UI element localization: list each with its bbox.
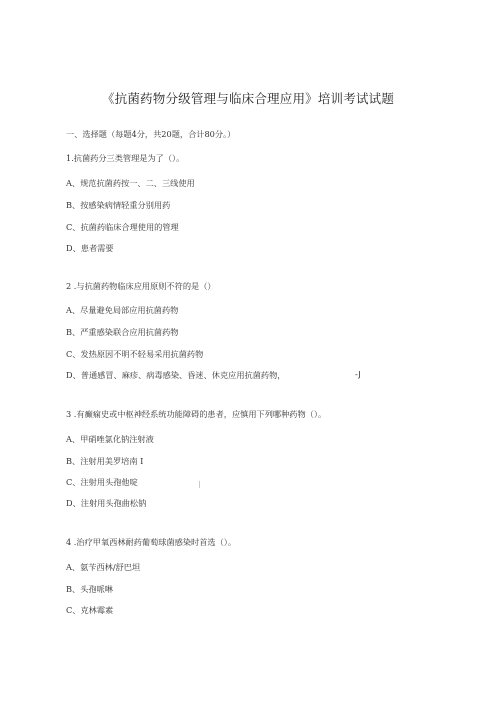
question-4-option-b: B、头孢哌啉 <box>66 584 113 594</box>
question-1-option-d: D、患者需要 <box>66 243 114 253</box>
question-3-option-c: C、注射用头孢他啶 <box>66 477 138 487</box>
question-3-option-d: D、注射用头孢曲松钠 <box>66 498 147 508</box>
stray-mark: -J <box>355 370 361 379</box>
question-2-option-b: B、严重感染联合应用抗菌药物 <box>66 327 179 337</box>
question-1-option-c: C、抗菌药临床合理使用的管理 <box>66 222 179 232</box>
page-title: 《抗菌药物分级管理与临床合理应用》培训考试试题 <box>101 91 395 106</box>
question-4-option-c: C、克林霉素 <box>66 605 114 615</box>
section-heading: 一、选择题（每题4分，共20题，合计80分。） <box>66 129 236 139</box>
question-2-option-a: A、尽量避免局部应用抗菌药物 <box>66 305 179 315</box>
question-4-option-a: A、氨苄西林/舒巴坦 <box>66 562 141 572</box>
question-3-stem: 3 .有癫痫史或中枢神经系统功能障碍的患者，应慎用下列哪种药物（）。 <box>66 409 327 419</box>
question-4-stem: 4 .治疗甲氧西林耐药葡萄球菌感染时首选（）。 <box>66 537 237 547</box>
scan-artifact <box>199 481 200 488</box>
question-2-option-c: C、发热原因不明不轻易采用抗菌药物 <box>66 349 204 359</box>
question-1-option-b: B、按感染病情轻重分别用药 <box>66 200 171 210</box>
question-2-option-d: D、普通感冒、麻疹、病毒感染、昏迷、休克应用抗菌药物， <box>66 370 286 380</box>
question-3-option-a: A、甲硝唑氯化钠注射液 <box>66 434 154 444</box>
question-1-stem: 1.抗菌药分三类管理是为了（）。 <box>66 153 185 163</box>
question-1-option-a: A、规范抗菌药按一、二、三线使用 <box>66 178 195 188</box>
question-3-option-b: B、注射用美罗培南 I <box>66 456 144 466</box>
question-2-stem: 2 .与抗菌药物临床应用原则不符的是（） <box>66 281 216 291</box>
